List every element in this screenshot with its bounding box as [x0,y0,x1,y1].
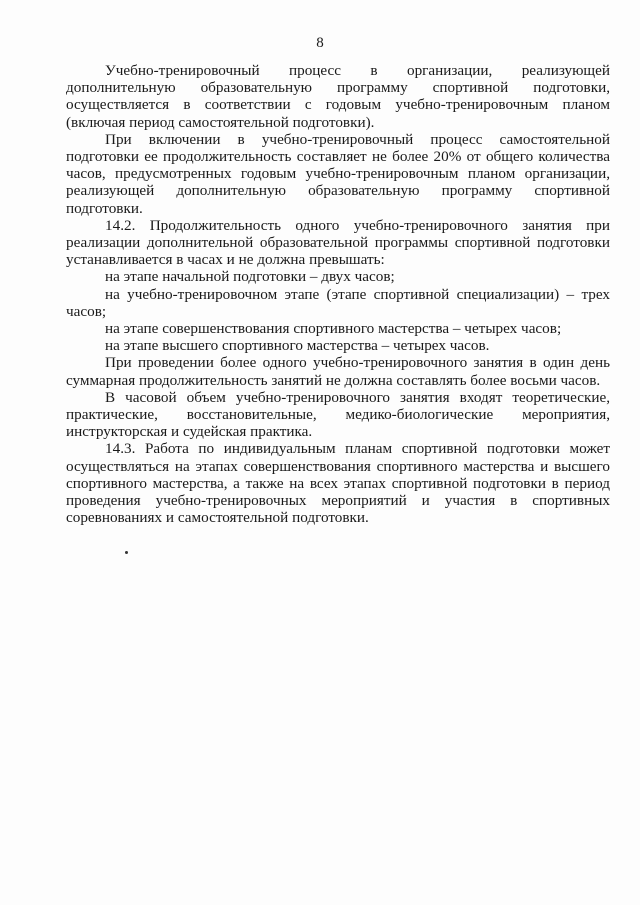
page-number: 8 [316,35,324,51]
paragraph-daily-total: При проведении более одного учебно-тренировочного занятия в один день суммарная продолжительность занятий не должна составлять более восьми часов. [66,354,610,389]
list-item-training-stage: на учебно-тренировочном этапе (этапе спортивной специализации) – трех часов; [66,285,610,320]
document-body [66,62,610,526]
scan-artifact-dot [125,551,128,554]
list-item-highest-stage: на этапе высшего спортивного мастерства – четырех часов. [105,337,490,355]
paragraph-training-process: Учебно-тренировочный процесс в организации, реализующей дополнительную образовательную программу спортивной подготовки, осуществляется в соответствии с годовым учебно-тренировочным планом (включая период самостоятельной подготовки). [66,62,610,131]
paragraph-self-training-share: При включении в учебно-тренировочный процесс самостоятельной подготовки ее продолжительность составляет не более 20% от общего количества часов, предусмотренных годовым учебно-тренировочным планом организации, реализующей дополнительную образовательную программу спортивной подготовки. [66,130,610,217]
paragraph-14-3-individual-plans: 14.3. Работа по индивидуальным планам спортивной подготовки может осуществляться на этапах совершенствования спортивного мастерства и высшего спортивного мастерства, а также на всех этапах спортивной подготовки в период проведения учебно-тренировочных мероприятий и участия в спортивных соревнованиях и самостоятельной подготовки. [66,440,610,527]
paragraph-14-2-duration: 14.2. Продолжительность одного учебно-тренировочного занятия при реализации дополнительной образовательной программы спортивной подготовки устанавливается в часах и не должна превышать: [66,216,610,269]
list-item-initial-stage: на этапе начальной подготовки – двух часов; [105,268,395,286]
list-item-improvement-stage: на этапе совершенствования спортивного мастерства – четырех часов; [105,320,562,338]
paragraph-hours-content: В часовой объем учебно-тренировочного занятия входят теоретические, практические, восстановительные, медико-биологические мероприятия, инструкторская и судейская практика. [66,388,610,441]
